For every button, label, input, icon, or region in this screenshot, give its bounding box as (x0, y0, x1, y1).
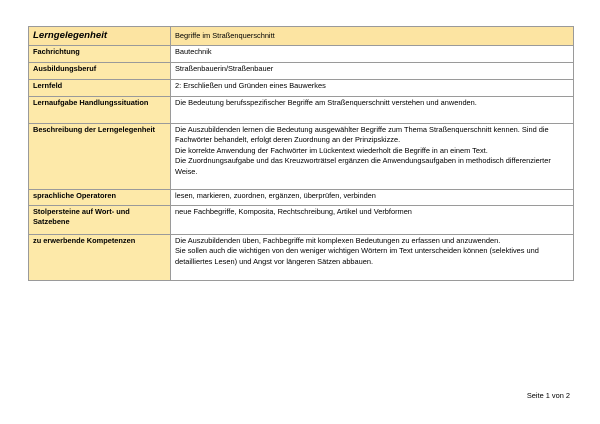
row-label: Stolpersteine auf Wort- und Satzebene (29, 206, 171, 235)
row-value-text: Die Auszubildenden üben, Fachbegriffe mit komplexen Bedeutungen zu erfassen und anzuwenden. (175, 236, 501, 245)
row-label: sprachliche Operatoren (29, 190, 171, 206)
row-label: Lernaufgabe Handlungssituation (29, 97, 171, 124)
row-label: Fachrichtung (29, 46, 171, 63)
row-label: Lernfeld (29, 80, 171, 97)
row-value (171, 235, 574, 281)
row-value (171, 46, 574, 63)
page-number: Seite 1 von 2 (526, 391, 570, 400)
table-row (29, 80, 574, 97)
row-value-text: 2: Erschließen und Gründen eines Bauwerkes (175, 81, 326, 90)
table-row (29, 63, 574, 80)
row-value-text: Die Zuordnungsaufgabe und das Kreuzworträtsel ergänzen die Anwendungsaufgaben in methodisch differenzierter Weise. (175, 156, 551, 176)
table-row (29, 46, 574, 63)
row-value (171, 190, 574, 206)
row-value-text: Die korrekte Anwendung der Fachwörter im Lückentext wiederholt die Begriffe in an einem Text. (175, 145, 488, 155)
header-value: Begriffe im Straßenquerschnitt (171, 27, 574, 46)
row-value-text: Die Bedeutung berufsspezifischer Begriffe am Straßenquerschnitt verstehen und anwenden. (175, 98, 477, 107)
table-row (29, 235, 574, 281)
table-row (29, 190, 574, 206)
table-row (29, 97, 574, 124)
row-value-text: Die Auszubildenden lernen die Bedeutung ausgewählter Begriffe zum Thema Straßenquerschnitt kennen. Sind die Fachwörter behandelt, erfolgt deren Zuordnung an der Prinzipskizze. (175, 125, 549, 145)
header-row (29, 27, 574, 46)
row-value-text: Sie sollen auch die wichtigen von den weniger wichtigen Wörtern im Text unterscheiden können (selektives und detailliertes Lesen) und Angst vor längeren Sätzen abbauen. (175, 246, 539, 266)
row-value (171, 80, 574, 97)
row-value (171, 124, 574, 190)
row-value-text: lesen, markieren, zuordnen, ergänzen, überprüfen, verbinden (175, 191, 376, 200)
table-row (29, 206, 574, 235)
lesson-overview-table (28, 26, 574, 281)
row-value-text: Bautechnik (175, 47, 212, 56)
row-value-text: neue Fachbegriffe, Komposita, Rechtschreibung, Artikel und Verbformen (175, 207, 412, 216)
row-value (171, 206, 574, 235)
row-value-text: Straßenbauerin/Straßenbauer (175, 64, 274, 73)
row-value (171, 97, 574, 124)
table-row (29, 124, 574, 190)
row-value (171, 63, 574, 80)
row-label: Beschreibung der Lerngelegenheit (29, 124, 171, 190)
row-label: Ausbildungsberuf (29, 63, 171, 80)
header-label: Lerngelegenheit (29, 27, 171, 46)
row-label: zu erwerbende Kompetenzen (29, 235, 171, 281)
